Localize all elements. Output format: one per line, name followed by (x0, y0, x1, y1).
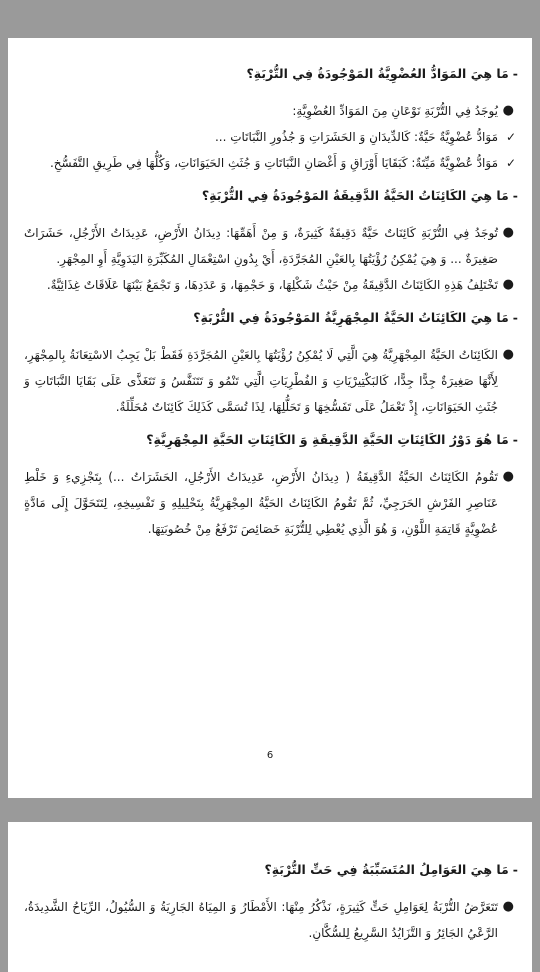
answer-list (24, 98, 518, 176)
document-page-1 (8, 38, 532, 798)
list-item: ● يُوجَدُ فِي التُّرْبَةِ نَوْعَانِ مِنَ المَوَادِّ العُضْوِيَّةِ: (24, 98, 518, 124)
question-heading: -مَا هِيَ المَوَادُّ العُضْوِيَّةُ المَوْجُودَةُ فِي التُّرْبَةِ؟ (246, 66, 518, 81)
bullet-icon: ● (502, 469, 514, 484)
question-heading: -مَا هِيَ العَوَامِلُ المُتَسَبِّبَةُ فِي حَتِّ التُّرْبَةِ؟ (264, 862, 518, 877)
list-item: ● تُوجَدُ فِي التُّرْبَةِ كَائِنَاتٌ حَيَّةٌ دَقِيقَةٌ كَثِيرَةٌ، وَ مِنْ أَهَمِّهَا: دِيدَانُ الأَرْضِ، عَدِيدَاتُ الأَرْجُلِ، حَشَرَاتٌ صَغِيرَةٌ ... وَ هِيَ يُمْكِنُ رُؤْيَتُهَا بِالعَيْنِ المُجَرَّدَةِ، أَيْ بِدُونِ اسْتِعْمَالِ المُكَبِّرَةِ اليَدَوِيَّةِ أَوِ المِجْهَرِ. (24, 220, 518, 272)
bullet-icon: ● (502, 225, 514, 240)
page-number: 6 (266, 750, 274, 761)
list-item: ✓ مَوَادُّ عُضْوِيَّةٌ حَيَّةٌ: كَالدِّيدَانِ وَ الحَشَرَاتِ وَ جُذُورِ النَّبَاتَاتِ ... (24, 124, 518, 150)
list-item: ● تَخْتَلِفُ هَذِهِ الكَائِنَاتُ الدَّقِيقَةُ مِنْ حَيْثُ شَكْلِهَا، وَ حَجْمِهَا، وَ عَدَدِهَا، وَ تَجْمَعُ بَيْنَهَا عَلَاقَاتٌ غِذَائِيَّةٌ. (24, 272, 518, 298)
list-item: ● تَقُومُ الكَائِنَاتُ الحَيَّةُ الدَّقِيقَةُ ( دِيدَانُ الأَرْضِ، عَدِيدَاتُ الأَرْجُلِ، الحَشَرَاتُ ...) بِتَجْزِيءِ وَ خَلْطِ عَنَاصِرِ الفَرْشِ الحَرَجِيِّ، ثُمَّ تَقُومُ الكَائِنَاتُ الحَيَّةُ المِجْهَرِيَّةُ بِتَحْلِيلِهِ وَ تَفْسِيخِهِ، لِتَتَحَوَّلَ إِلَى مَادَّةٍ عُضْوِيَّةٍ قَاتِمَةِ اللَّوْنِ، وَ هُوَ الَّذِي يُعْطِي لِلتُّرْبَةِ خَصَائِصَ تَرْفَعُ مِنْ خُصُوبَتِهَا. (24, 464, 518, 542)
list-item: ● الكَائِنَاتُ الحَيَّةُ المِجْهَرِيَّةُ هِيَ الَّتِي لَا يُمْكِنُ رُؤْيَتُهَا بِالعَيْنِ المُجَرَّدَةِ فَقَطْ بَلْ يَجِبُ الاسْتِعَانَةُ بِالمِجْهَرِ، لِأَنَّهَا صَغِيرَةٌ جِدًّا جِدًّا، كَالبَكْتِيرْيَاتِ وَ الفُطْرِيَاتِ الَّتِي تَنْمُو وَ تَتَنَفَّسُ وَ تَتَغَذَّى عَلَى بَقَايَا النَّبَاتَاتِ وَ جُثَثِ الحَيَوَانَاتِ، إِذْ تَعْمَلُ عَلَى تَفَسُّخِهَا وَ تَحَلُّلِهَا، لِذَا تُسَمَّى كَذَلِكَ كَائِنَاتٌ مُحَلِّلَةٌ. (24, 342, 518, 420)
bullet-icon: ● (502, 347, 514, 362)
answer-list (24, 894, 518, 946)
question-heading: -مَا هُوَ دَوْرُ الكَائِنَاتِ الحَيَّةِ الدَّقِيقَةِ وَ الكَائِنَاتِ الحَيَّةِ المِجْهَرِيَّةِ؟ (146, 432, 518, 447)
answer-list (24, 464, 518, 542)
list-item: ● تَتَعَرَّضُ التُّرْبَةُ لِعَوَامِلِ حَتٍّ كَثِيرَةٍ، نَذْكُرُ مِنْهَا: الأَمْطَارُ وَ المِيَاهُ الجَارِيَةُ وَ السُّيُولُ، الرِّيَاحُ الشَّدِيدَةُ، الرَّعْيُ الجَائِرُ وَ التَّزَايُدُ السَّرِيعُ لِلسُّكَّانِ. (24, 894, 518, 946)
checkmark-icon: ✓ (505, 156, 516, 170)
list-item: ✓ مَوَادُّ عُضْوِيَّةٌ مَيِّتَةٌ: كَبَقَايَا أَوْرَاقِ وَ أَغْصَانِ النَّبَاتَاتِ وَ جُثَثِ الحَيَوَانَاتِ، وَكُلُّهَا فِي طَرِيقِ التَّفَسُّخِ. (24, 150, 518, 176)
bullet-icon: ● (502, 103, 514, 118)
question-heading: -مَا هِيَ الكَائِنَاتُ الحَيَّةُ الدَّقِيقَةُ المَوْجُودَةُ فِي التُّرْبَةِ؟ (201, 188, 518, 203)
bullet-icon: ● (502, 899, 514, 914)
answer-list (24, 220, 518, 298)
question-heading: -مَا هِيَ الكَائِنَاتُ الحَيَّةُ المِجْهَرِيَّةُ المَوْجُودَةُ فِي التُّرْبَةِ؟ (193, 310, 518, 325)
bullet-icon: ● (502, 277, 514, 292)
document-page-2 (8, 822, 532, 972)
checkmark-icon: ✓ (505, 130, 516, 144)
answer-list (24, 342, 518, 420)
